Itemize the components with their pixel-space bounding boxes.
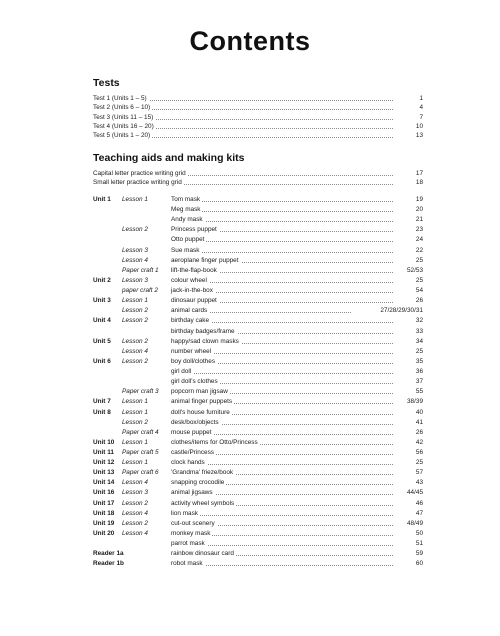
unit-label: Unit 18 (93, 509, 115, 517)
page-number: 60 (393, 559, 423, 568)
dot-leader (171, 201, 409, 202)
item-label: monkey mask (171, 529, 211, 537)
toc-row (93, 408, 423, 417)
dot-leader (171, 252, 409, 253)
page-number: 33 (393, 327, 423, 336)
toc-row (93, 276, 423, 285)
lesson-label: Lesson 1 (122, 297, 148, 305)
item-label: Otto puppet (171, 236, 205, 244)
page-number: 20 (393, 205, 423, 214)
toc-row (93, 529, 423, 538)
toc-row (93, 246, 423, 255)
lesson-label: Lesson 2 (122, 357, 148, 365)
lesson-label: Lesson 4 (122, 256, 148, 264)
page-number: 41 (393, 418, 423, 427)
lesson-label: Paper craft 4 (122, 428, 159, 436)
unit-label: Reader 1b (93, 560, 124, 568)
unit-label: Unit 7 (93, 398, 111, 406)
test-label: Test 5 (Units 1 – 20) (93, 132, 151, 140)
item-label: Princess puppet (171, 226, 217, 234)
item-label: dinosaur puppet (171, 297, 217, 305)
lesson-label: Lesson 3 (122, 489, 148, 497)
dot-leader (171, 211, 409, 212)
page-number: 55 (393, 387, 423, 396)
toc-row (93, 316, 423, 325)
unit-label: Unit 2 (93, 276, 111, 284)
toc-row (93, 195, 423, 204)
page-number: 26 (393, 428, 423, 437)
item-label: boy doll/clothes (171, 357, 216, 365)
page-number: 59 (393, 549, 423, 558)
page-number: 25 (393, 256, 423, 265)
dot-leader (171, 565, 409, 566)
item-label: birthday cake (171, 317, 210, 325)
lesson-label: Lesson 2 (122, 337, 148, 345)
lesson-label: Paper craft 6 (122, 469, 159, 477)
lesson-label: Lesson 4 (122, 479, 148, 487)
test-label: Test 3 (Units 11 – 15) (93, 113, 154, 121)
item-label: robot mask (171, 560, 203, 568)
toc-row (93, 499, 423, 508)
item-label: clock hands (171, 459, 205, 467)
unit-label: Unit 3 (93, 297, 111, 305)
lesson-label: Lesson 4 (122, 509, 148, 517)
item-label: number wheel (171, 347, 212, 355)
page-number: 1 (393, 94, 423, 103)
lesson-label: paper craft 2 (122, 287, 158, 295)
dot-leader (171, 221, 409, 222)
item-label: jack-in-the-box (171, 287, 213, 295)
toc-row (93, 519, 423, 528)
item-label: mouse puppet (171, 428, 212, 436)
toc-row (93, 306, 423, 315)
toc-row (93, 478, 423, 487)
unit-label: Unit 14 (93, 479, 115, 487)
toc-row (93, 103, 423, 112)
lesson-label: Paper craft 5 (122, 449, 159, 456)
toc-row (93, 458, 423, 467)
page-number: 23 (393, 225, 423, 234)
toc-row (93, 235, 423, 244)
item-label: popcorn man jigsaw (171, 388, 228, 396)
toc-row (93, 327, 423, 336)
page-number: 25 (393, 458, 423, 467)
unit-label: Unit 20 (93, 529, 115, 537)
toc-row (93, 286, 423, 295)
item-label: Tom mask (171, 196, 201, 203)
lesson-label: Lesson 2 (122, 317, 148, 325)
item-label: snapping crocodile (171, 479, 225, 487)
dot-leader (171, 373, 409, 374)
tests-heading: Tests (93, 77, 120, 89)
toc-row (93, 448, 423, 457)
toc-row (93, 438, 423, 447)
page-number: 4 (393, 103, 423, 112)
lesson-label: Paper craft 1 (122, 266, 159, 274)
lesson-label: Lesson 2 (122, 418, 148, 426)
toc-row (93, 347, 423, 356)
page-number: 54 (393, 286, 423, 295)
page-number: 42 (393, 438, 423, 447)
item-label: Andy mask (171, 216, 203, 224)
item-label: activity wheel symbols (171, 499, 235, 507)
unit-label: Unit 17 (93, 499, 115, 507)
grid-label: Small letter practice writing grid (93, 179, 182, 187)
toc-row (93, 296, 423, 305)
toc-row (93, 418, 423, 427)
item-label: rainbow dinosaur card (171, 550, 234, 558)
page-number: 48/49 (393, 519, 423, 528)
toc-row (93, 549, 423, 558)
lesson-label: Lesson 4 (122, 347, 148, 355)
toc-row (93, 205, 423, 214)
page-number: 25 (393, 347, 423, 356)
lesson-label: Lesson 2 (122, 519, 148, 527)
teaching-heading: Teaching aids and making kits (93, 152, 245, 164)
item-label: desk/box/objects (171, 418, 219, 426)
item-label: girl doll's clothes (171, 378, 218, 386)
toc-row (93, 428, 423, 437)
page-title: Contents (189, 26, 311, 56)
lesson-label: Paper craft 3 (122, 388, 159, 396)
toc-row (93, 122, 423, 131)
lesson-label: Lesson 1 (122, 459, 148, 467)
unit-label: Unit 5 (93, 337, 111, 345)
lesson-label: Lesson 1 (122, 408, 148, 416)
item-label: doll's house furniture (171, 408, 230, 416)
unit-label: Unit 8 (93, 408, 111, 416)
toc-row (93, 397, 423, 406)
page-number: 24 (393, 235, 423, 244)
lesson-label: Lesson 1 (122, 196, 148, 203)
unit-label: Unit 13 (93, 469, 115, 477)
page-number: 18 (393, 178, 423, 187)
toc-row (93, 225, 423, 234)
grid-label: Capital letter practice writing grid (93, 170, 186, 177)
test-label: Test 1 (Units 1 – 5) (93, 95, 147, 102)
lesson-label: Lesson 1 (122, 398, 148, 406)
item-label: cut-out scenery (171, 519, 215, 527)
page-number: 7 (393, 113, 423, 122)
page-number: 37 (393, 377, 423, 386)
toc-row (93, 559, 423, 568)
lesson-label: Lesson 1 (122, 438, 148, 446)
item-label: girl doll (171, 368, 192, 376)
unit-label: Unit 12 (93, 459, 115, 467)
page-number: 10 (393, 122, 423, 131)
page-number: 50 (393, 529, 423, 538)
toc-row (93, 377, 423, 386)
item-label: aeroplane finger puppet (171, 256, 239, 264)
page-number: 21 (393, 215, 423, 224)
page-number: 51 (393, 539, 423, 548)
page-number: 13 (393, 131, 423, 140)
item-label: lion mask (171, 509, 198, 517)
lesson-label: Lesson 2 (122, 499, 148, 507)
toc-row (93, 178, 423, 187)
toc-row (93, 367, 423, 376)
page-number: 56 (393, 448, 423, 457)
toc-row (93, 256, 423, 265)
page-number: 57 (393, 468, 423, 477)
page-number: 27/28/29/30/31 (351, 306, 423, 315)
page-number: 36 (393, 367, 423, 376)
page-number: 34 (393, 337, 423, 346)
toc-row (93, 113, 423, 122)
item-label: castle/Princess (171, 449, 214, 456)
page-number: 19 (393, 195, 423, 204)
test-label: Test 2 (Units 6 – 10) (93, 104, 151, 112)
unit-label: Unit 19 (93, 519, 115, 527)
dot-leader (171, 515, 409, 516)
item-label: Sue mask (171, 246, 200, 254)
item-label: animal jigsaws (171, 489, 213, 497)
toc-row (93, 215, 423, 224)
page-number: 43 (393, 478, 423, 487)
page-number: 38/39 (393, 397, 423, 406)
item-label: animal finger puppets (171, 398, 233, 406)
unit-label: Unit 1 (93, 196, 111, 203)
page-number: 44/45 (393, 488, 423, 497)
unit-label: Unit 4 (93, 317, 111, 325)
page-number: 35 (393, 357, 423, 366)
lesson-label: Lesson 2 (122, 307, 148, 315)
page-number: 46 (393, 499, 423, 508)
item-label: clothes/items for Otto/Princess (171, 438, 258, 446)
toc-row (93, 387, 423, 396)
item-label: lift-the-flap-book (171, 266, 217, 274)
lesson-label: Lesson 3 (122, 246, 148, 254)
toc-row (93, 357, 423, 366)
item-label: colour wheel (171, 276, 207, 284)
page-number: 40 (393, 408, 423, 417)
dot-leader (171, 241, 409, 242)
page-number: 52/53 (393, 266, 423, 275)
toc-row (93, 169, 423, 178)
page-number: 26 (393, 296, 423, 305)
toc-row (93, 337, 423, 346)
lesson-label: Lesson 2 (122, 226, 148, 234)
lesson-label: Lesson 4 (122, 529, 148, 537)
toc-row (93, 266, 423, 275)
toc-row (93, 488, 423, 497)
page-number: 32 (393, 316, 423, 325)
toc-row (93, 468, 423, 477)
page-number: 17 (393, 169, 423, 178)
toc-row (93, 131, 423, 140)
page-number: 47 (393, 509, 423, 518)
item-label: happy/sad clown masks (171, 337, 239, 345)
page-number: 22 (393, 246, 423, 255)
lesson-label: Lesson 3 (122, 276, 148, 284)
test-label: Test 4 (Units 16 – 20) (93, 122, 154, 130)
toc-row (93, 94, 423, 103)
unit-label: Unit 6 (93, 357, 111, 365)
page-number: 25 (393, 276, 423, 285)
unit-label: Unit 11 (93, 449, 114, 456)
unit-label: Unit 16 (93, 489, 115, 497)
item-label: birthday badges/frame (171, 327, 235, 335)
item-label: Meg mask (171, 206, 201, 214)
unit-label: Reader 1a (93, 550, 124, 558)
unit-label: Unit 10 (93, 438, 115, 446)
item-label: 'Grandma' frieze/book (171, 469, 234, 477)
toc-row (93, 509, 423, 518)
item-label: parrot mask (171, 540, 205, 548)
toc-row (93, 539, 423, 548)
item-label: animal cards (171, 307, 208, 315)
